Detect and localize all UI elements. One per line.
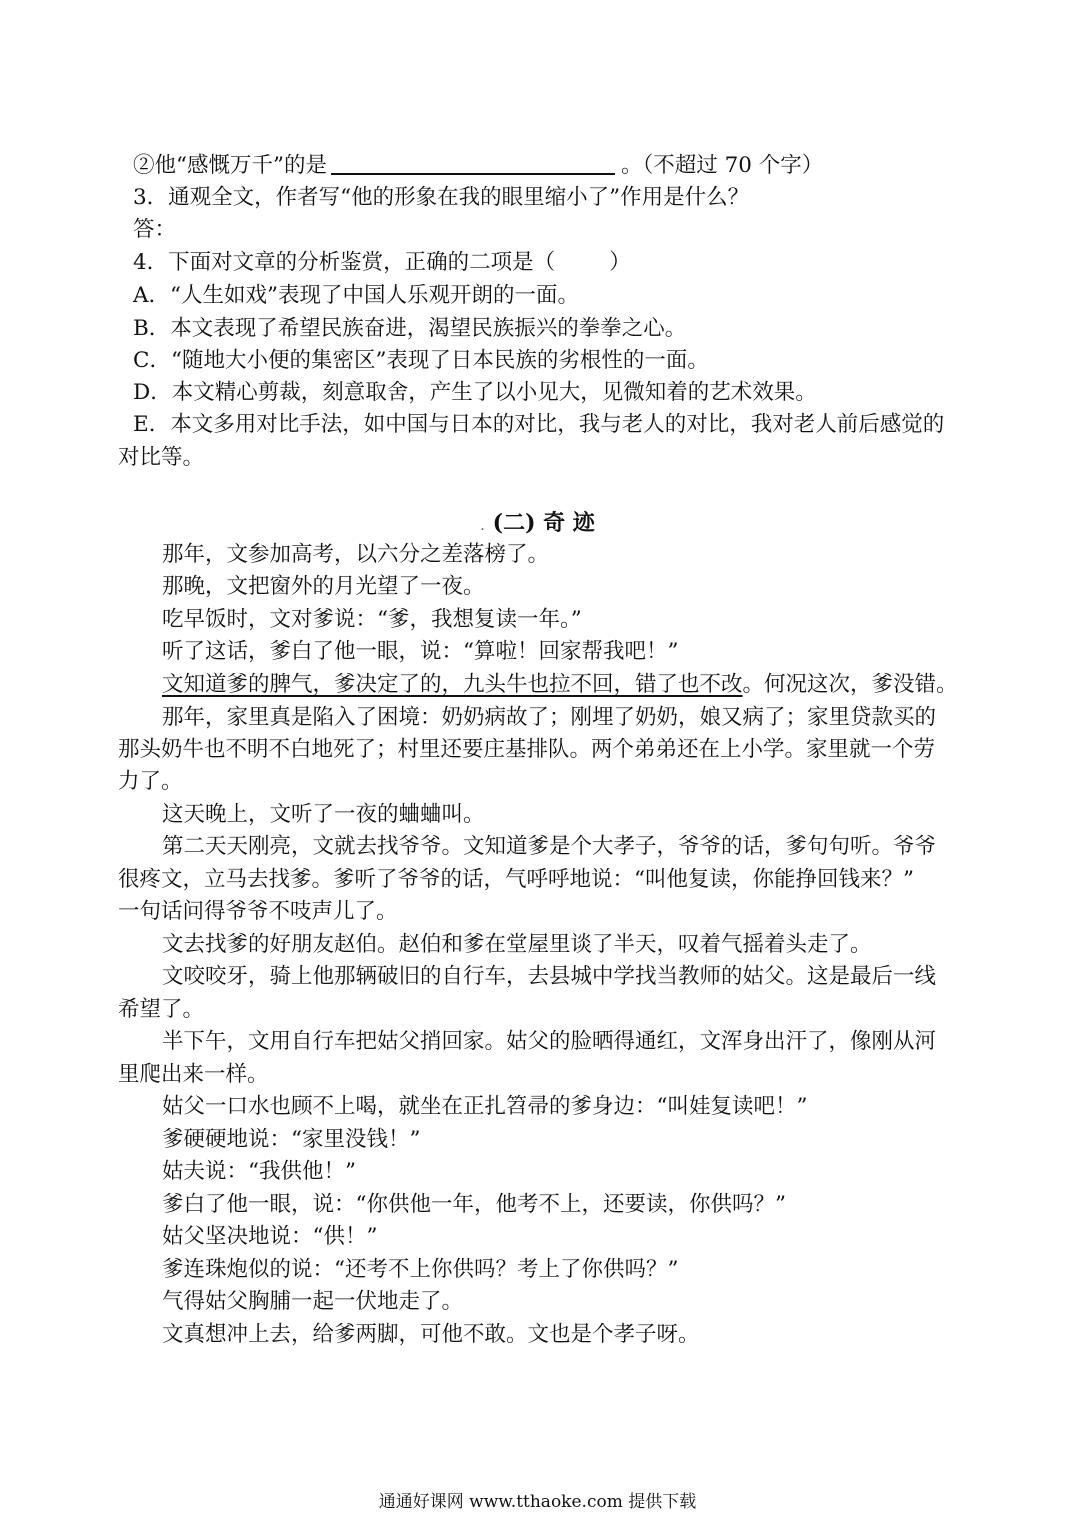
story-paragraph [162, 669, 958, 701]
q4-suffix: ） [609, 250, 631, 275]
story-paragraph: 那年，文参加高考，以六分之差落榜了。 [162, 542, 550, 567]
option-e: E．本文多用对比手法，如中国与日本的对比，我与老人的对比，我对老人前后感觉的 [133, 412, 945, 437]
story-paragraph-cont: 一句话问得爷爷不吱声儿了。 [118, 899, 398, 924]
story-paragraph: 姑夫说：“我供他！” [162, 1159, 356, 1184]
question-4 [133, 247, 631, 279]
answer-blank[interactable] [331, 151, 615, 175]
question-3-answer-label: 答： [133, 217, 177, 242]
story-paragraph: 爹白了他一眼，说：“你供他一年，他考不上，还要读，你供吗？” [162, 1192, 786, 1217]
story-paragraph: 姑父坚决地说：“供！” [162, 1224, 378, 1249]
section-title [0, 507, 1075, 542]
story-paragraph-cont: 那头奶牛也不明不白地死了；村里还要庄基排队。两个弟弟还在上小学。家里就一个劳 [118, 737, 936, 762]
story-paragraph: 文咬咬牙，骑上他那辆破旧的自行车，去县城中学找当教师的姑父。这是最后一线 [162, 964, 937, 989]
page-footer: 通通好课网 www.tthaoke.com 提供下载 [378, 1492, 697, 1512]
story-paragraph-cont: 力了。 [118, 769, 183, 794]
question-3: 3．通观全文，作者写“他的形象在我的眼里缩小了”作用是什么？ [133, 185, 750, 210]
story-paragraph: 第二天天刚亮，文就去找爷爷。文知道爹是个大孝子，爷爷的话，爹句句听。爷爷 [162, 834, 937, 859]
story-paragraph: 那年，家里真是陷入了困境：奶奶病故了；刚埋了奶奶，娘又病了；家里贷款买的 [162, 705, 937, 730]
story-paragraph: 这天晚上，文听了一夜的蛐蛐叫。 [162, 802, 485, 827]
underlined-sentence: 文知道爹的脾气，爹决定了的，九头牛也拉不回，错了也不改 [162, 672, 743, 697]
q4-prefix: 4．下面对文章的分析鉴赏，正确的二项是（ [133, 250, 556, 275]
q2-prefix: ②他“感慨万千”的是 [133, 153, 327, 178]
story-paragraph: 气得姑父胸脯一起一伏地走了。 [162, 1289, 464, 1314]
story-paragraph-cont: 里爬出来一样。 [118, 1062, 269, 1087]
story-paragraph: 爹硬硬地说：“家里没钱！” [162, 1127, 421, 1152]
story-paragraph: 文去找爹的好朋友赵伯。赵伯和爹在堂屋里谈了半天，叹着气摇着头走了。 [162, 932, 872, 957]
story-paragraph: 听了这话，爹白了他一眼，说：“算啦！回家帮我吧！” [162, 639, 679, 664]
title-mark: . [480, 518, 485, 534]
story-paragraph: 那晚，文把窗外的月光望了一夜。 [162, 574, 485, 599]
option-e-continuation: 对比等。 [118, 445, 205, 470]
story-paragraph: 姑父一口水也顾不上喝，就坐在正扎笤帚的爹身边：“叫娃复读吧！” [162, 1094, 808, 1119]
option-c: C．“随地大小便的集密区”表现了日本民族的劣根性的一面。 [133, 348, 709, 373]
question-2-item-2 [133, 150, 823, 182]
story-paragraph: 吃早饭时，文对爹说：“爹，我想复读一年。” [162, 607, 582, 632]
sentence-rest: 。何况这次，爹没错。 [742, 672, 958, 697]
q2-suffix: 。（不超过 70 个字） [620, 153, 824, 178]
option-a: A．“人生如戏”表现了中国人乐观开朗的一面。 [133, 283, 580, 308]
story-paragraph-cont: 很疼文，立马去找爹。爹听了爷爷的话，气呼呼地说：“叫他复读，你能挣回钱来？” [118, 867, 914, 892]
story-paragraph: 爹连珠炮似的说：“还考不上你供吗？考上了你供吗？” [162, 1257, 679, 1282]
story-paragraph-cont: 希望了。 [118, 997, 205, 1022]
option-b: B．本文表现了希望民族奋进，渴望民族振兴的拳拳之心。 [133, 316, 687, 341]
story-paragraph: 文真想冲上去，给爹两脚，可他不敢。文也是个孝子呀。 [162, 1322, 700, 1347]
story-paragraph: 半下午，文用自行车把姑父捎回家。姑父的脸晒得通红，文浑身出汗了，像刚从河 [162, 1029, 937, 1054]
section-title-text: (二) 奇 迹 [492, 510, 595, 536]
option-d: D．本文精心剪裁，刻意取舍，产生了以小见大，见微知着的艺术效果。 [133, 380, 817, 405]
